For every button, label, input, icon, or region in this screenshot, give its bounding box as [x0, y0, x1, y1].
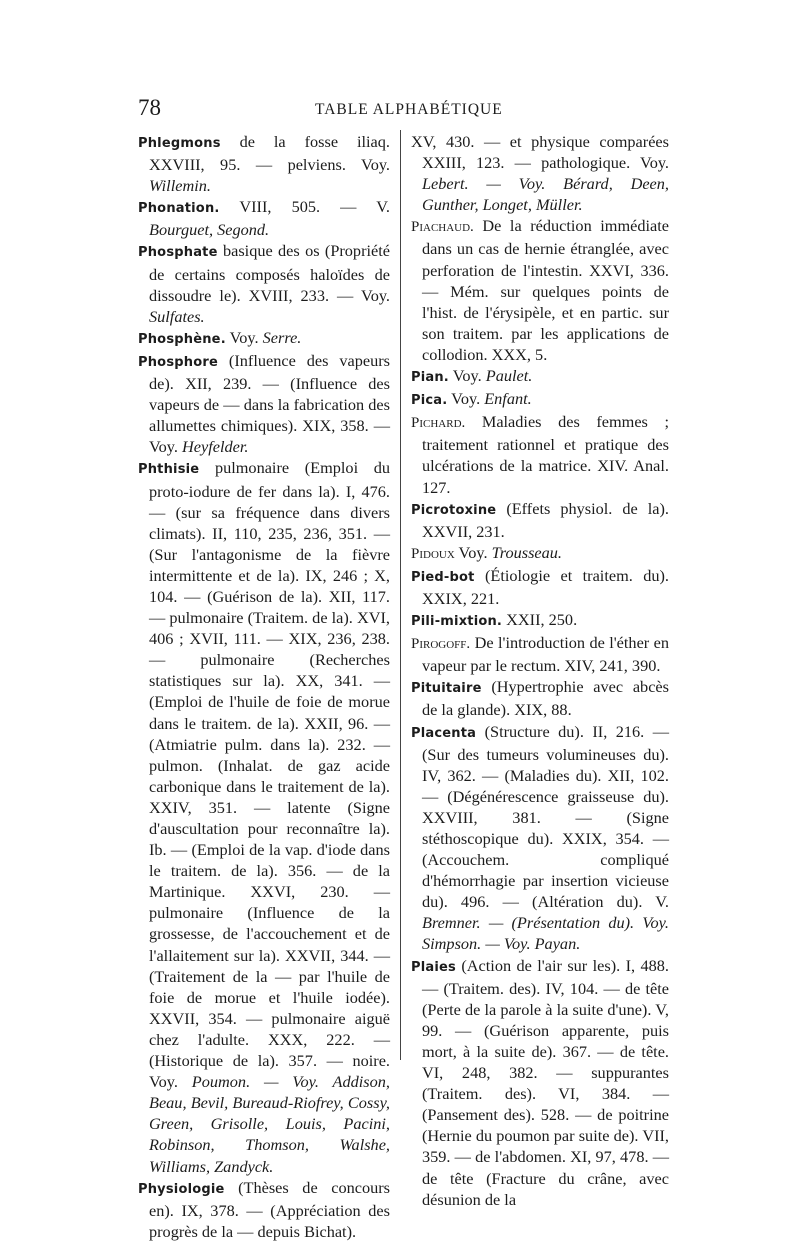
index-entry — [411, 676, 669, 720]
entry-names: Bourguet, Segond. — [149, 220, 270, 240]
entry-text: Voy. — [447, 389, 481, 409]
entry-names: Bremner. — (Présentation du). Voy. Simpson. — Voy. Payan. — [422, 913, 669, 954]
index-entry — [411, 632, 669, 676]
entry-names: Sulfates. — [149, 306, 205, 326]
index-entry — [138, 131, 390, 196]
index-entry — [411, 365, 669, 388]
entry-text: Maladies des femmes ; traitement rationnel et pratique des ulcérations de la matrice. XIV. Anal. 127. — [422, 412, 669, 497]
index-entry — [138, 240, 390, 326]
entry-headword: Pian. — [411, 370, 449, 386]
entry-headword: Pituitaire — [411, 681, 482, 697]
entry-headword: Phosphène. — [138, 331, 226, 347]
entry-names: Willemin. — [149, 176, 211, 196]
index-entry — [411, 721, 669, 955]
entry-text: (Influence des vapeurs de). XII, 239. — (Influence des vapeurs de — dans la fabrication des allumettes chimiques). XIX, 358. — Voy. — [149, 350, 390, 457]
entry-headword: Phosphore — [138, 354, 218, 370]
entry-names: Lebert. — Voy. Bérard, Deen, Gunther, Longet, Müller. — [422, 174, 669, 215]
entry-headword: Phosphate — [138, 245, 218, 261]
entry-names: Trousseau. — [487, 542, 563, 562]
entry-text: Voy. — [448, 366, 482, 386]
index-entry — [411, 542, 669, 565]
index-entry — [138, 196, 390, 240]
entry-text: (Action de l'air sur les). I, 488. — (Traitem. des). IV, 104. — de tête (Perte de la parole à la suite d'une). V, 99. — (Guérison apparente, puis mort, à la suite de). 367. — de tête. VI, 248, 382. — suppurantes (Traitem. des). VI, 384. — (Pansement des). 528. — de poitrine (Hernie du poumon par suite de). VII, 359. — de l'abdomen. XI, 97, 478. — de tête (Fracture du crâne, avec désunion de la — [422, 955, 669, 1209]
column-divider — [400, 130, 401, 1060]
entry-text: (Thèses de concours en). IX, 378. — (Appréciation des progrès de la — depuis Bichat). — [149, 1177, 390, 1241]
entry-headword: Phonation. — [138, 201, 220, 217]
entry-headword: Pirogoff. — [411, 636, 471, 653]
index-entry — [411, 388, 669, 411]
index-entry — [411, 131, 669, 215]
entry-names: Paulet. — [481, 366, 533, 386]
entry-headword: Phthisie — [138, 462, 200, 478]
left-column — [138, 131, 390, 1242]
entry-names: Enfant. — [480, 389, 532, 409]
entry-text: De la réduction immédiate dans un cas de hernie étranglée, avec perforation de l'intestin. XXVI, 336. — Mém. sur quelques points de l'hist. de l'érysipèle, et en partic. sur son traitem. par les applications de collodion. XXX, 5. — [422, 216, 669, 364]
entry-headword: Piachaud. — [411, 219, 474, 236]
entry-text: De l'introduction de l'éther en vapeur par le rectum. XIV, 241, 390. — [422, 633, 669, 676]
entry-text: (Effets physiol. de la). XXVII, 231. — [422, 498, 669, 541]
entry-names: Poumon. — Voy. Addison, Beau, Bevil, Bureaud-Riofrey, Cossy, Green, Grisolle, Louis, Pacini, Robinson, Thomson, Walshe, Williams, Zandyck. — [149, 1072, 390, 1176]
index-entry — [411, 411, 669, 497]
page-number: 78 — [138, 95, 161, 120]
entry-text: Voy. — [454, 542, 488, 562]
entry-headword: Plaies — [411, 959, 456, 975]
entry-headword: Pichard. — [411, 415, 466, 432]
index-entry — [138, 457, 390, 1176]
entry-headword: Pied-bot — [411, 569, 475, 585]
index-entry — [411, 565, 669, 609]
entry-text: XXII, 250. — [502, 610, 578, 630]
index-entry — [411, 955, 669, 1210]
entry-text: basique des os (Propriété de certains composés haloïdes de dissoudre le). XVIII, 233. — Voy. — [149, 241, 390, 305]
index-entry — [138, 350, 390, 457]
entry-headword: Placenta — [411, 725, 477, 741]
entry-text: (Hypertrophie avec abcès de la glande). XIX, 88. — [422, 677, 669, 720]
entry-text: Voy. — [225, 327, 259, 347]
running-head: TABLE ALPHABÉTIQUE — [315, 101, 503, 118]
entry-names: Heyfelder. — [177, 437, 249, 457]
index-entry — [138, 327, 390, 350]
entry-headword: Picrotoxine — [411, 502, 497, 518]
entry-text: de la fosse iliaq. XXVIII, 95. — pelviens. Voy. — [149, 132, 390, 175]
index-entry — [411, 609, 669, 632]
entry-text: VIII, 505. — V. — [219, 197, 390, 217]
index-entry — [411, 498, 669, 542]
entry-headword: Phlegmons — [138, 136, 221, 151]
entry-headword: Pica. — [411, 393, 448, 409]
entry-headword: Pidoux — [411, 545, 455, 562]
index-entry — [138, 1177, 390, 1242]
entry-headword: Pili-mixtion. — [411, 614, 503, 630]
entry-text: XV, 430. — et physique comparées XXIII, 123. — pathologique. Voy. — [411, 132, 669, 173]
entry-headword: Physiologie — [138, 1181, 225, 1197]
index-entry — [411, 215, 669, 365]
entry-text: (Étiologie et traitem. du). XXIX, 221. — [422, 565, 669, 608]
entry-text: (Structure du). II, 216. — (Sur des tumeurs volumineuses du). IV, 362. — (Maladies du). XII, 102. — (Dégénérescence graisseuse du). XXVIII, 381. — (Signe stéthoscopique du). XXIX, 354. — (Accouchem. compliqué d'hémorrhagie par insertion vicieuse du). 496. — (Altération du). V. — [422, 721, 669, 912]
entry-text: pulmonaire (Emploi du proto-iodure de fer dans la). I, 476. — (sur sa fréquence dans divers climats). II, 110, 235, 236, 351. — (Sur l'antagonisme de la fièvre intermittente et de la). IX, 246 ; X, 104. — (Guérison de la). XII, 117. — pulmonaire (Traitem. de la). XVI, 406 ; XVII, 111. — XIX, 236, 238. — pulmonaire (Recherches statistiques sur la). XX, 341. — (Emploi de l'huile de foie de morue dans le traitem. de la). XXII, 96. — (Atmiatrie pulm. dans la). 232. — pulmon. (Inhalat. de gaz acide carbonique dans le traitement de la). XXIV, 351. — latente (Signe d'auscultation pour reconnaître la). Ib. — (Emploi de la vap. d'iode dans le traitem. de la). 356. — de la Martinique. XXVI, 230. — pulmonaire (Influence de la grossesse, de l'accouchement et de l'allaitement sur la). XXVII, 344. — (Traitement de la — par l'huile de foie de morue et l'huile iodée). XXVII, 354. — pulmonaire aiguë chez l'adulte. XXX, 222. — (Historique de la). 357. — noire. Voy. — [149, 458, 390, 1092]
right-column — [411, 131, 669, 1210]
entry-names: Serre. — [258, 327, 302, 347]
